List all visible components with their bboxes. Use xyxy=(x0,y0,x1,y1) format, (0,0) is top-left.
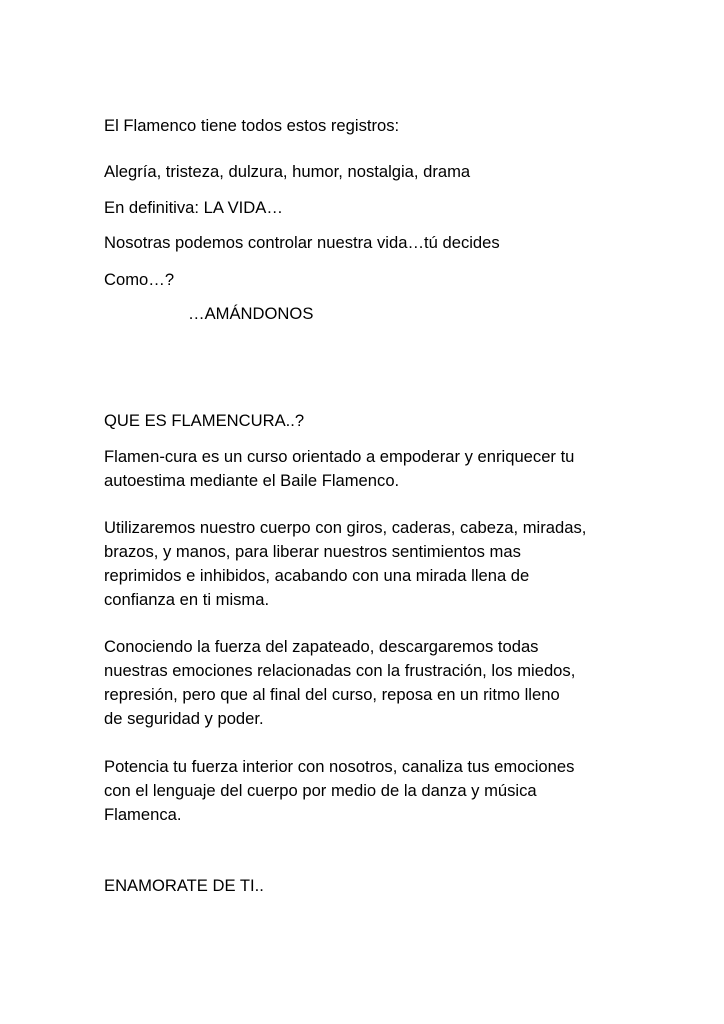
paragraph-line: brazos, y manos, para liberar nuestros sentimientos mas xyxy=(104,542,521,561)
paragraph-line: Utilizaremos nuestro cuerpo con giros, caderas, cabeza, miradas, xyxy=(104,518,587,537)
paragraph-line: reprimidos e inhibidos, acabando con una mirada llena de xyxy=(104,566,530,585)
emotions-list: Alegría, tristeza, dulzura, humor, nostalgia, drama xyxy=(104,162,471,181)
paragraph xyxy=(104,445,644,493)
intro-control: Nosotras podemos controlar nuestra vida…tú decides xyxy=(104,233,500,252)
closing-line: ENAMORATE DE TI.. xyxy=(104,876,264,895)
intro-question: Como…? xyxy=(104,270,175,289)
paragraph-line: de seguridad y poder. xyxy=(104,709,264,728)
paragraph xyxy=(104,516,644,612)
paragraph-line: confianza en ti misma. xyxy=(104,590,270,609)
paragraph xyxy=(104,755,644,827)
paragraph-line: con el lenguaje del cuerpo por medio de la danza y música xyxy=(104,781,537,800)
section-title: QUE ES FLAMENCURA..? xyxy=(104,411,305,430)
paragraph-line: Potencia tu fuerza interior con nosotros, canaliza tus emociones xyxy=(104,757,575,776)
paragraph-line: Conociendo la fuerza del zapateado, descargaremos todas xyxy=(104,637,539,656)
paragraph-line: Flamen-cura es un curso orientado a empoderar y enriquecer tu xyxy=(104,447,575,466)
paragraph-line: nuestras emociones relacionadas con la frustración, los miedos, xyxy=(104,661,576,680)
paragraph-line: represión, pero que al final del curso, reposa en un ritmo lleno xyxy=(104,685,560,704)
intro-conclusion: En definitiva: LA VIDA… xyxy=(104,198,283,217)
intro-heading: El Flamenco tiene todos estos registros: xyxy=(104,116,400,135)
intro-answer: …AMÁNDONOS xyxy=(188,304,314,323)
paragraph-line: autoestima mediante el Baile Flamenco. xyxy=(104,471,400,490)
paragraph-line: Flamenca. xyxy=(104,805,182,824)
paragraph xyxy=(104,635,644,731)
